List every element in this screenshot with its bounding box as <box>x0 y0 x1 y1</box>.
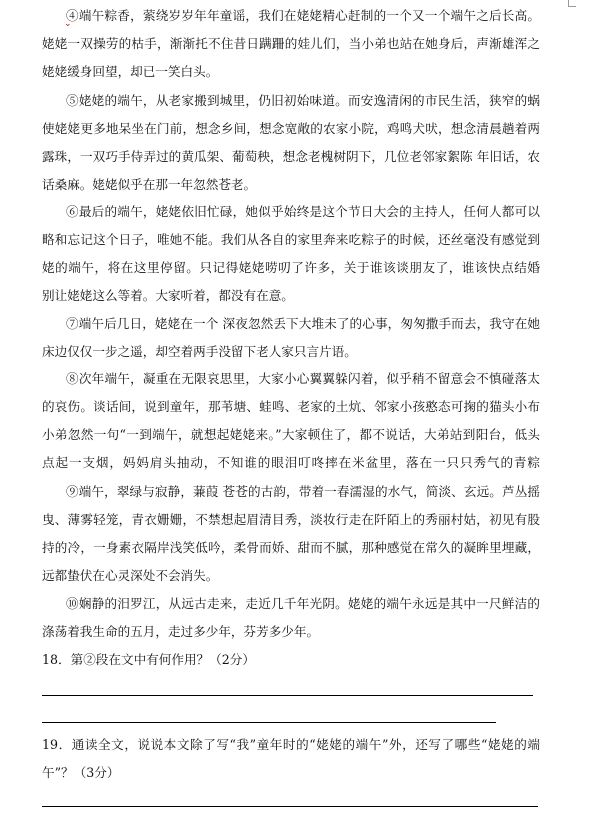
question-18: 18．第②段在文中有何作用？（2分） <box>42 652 255 667</box>
paragraph-6-line: 别让姥姥这么等着。大家听着，都没有在意。 <box>42 288 294 303</box>
paragraph-4-line: 姥姥缓身回望，却已一笑白头。 <box>42 64 219 79</box>
paragraph-8-line: 点起一支烟，妈妈肩头抽动，不知谁的眼泪叮咚摔在米盆里，落在一只只秀气的青粽 <box>42 455 540 470</box>
question-19: 19．通读全文，说说本文除了写“我”童年时的“姥姥的端午”外，还写了哪些“姥姥的端 <box>42 737 540 752</box>
answer-line[interactable] <box>42 722 496 723</box>
paragraph-5-line: 话桑麻。姥姥似乎在那一年忽然苍老。 <box>42 177 257 192</box>
paragraph-4-line: 姥姥一双操劳的枯手，渐渐托不住昔日蹒跚的娃儿们，当小弟也站在她身后，声渐雄浑之 <box>42 36 540 51</box>
paragraph-9-line: 远都蛰伏在心灵深处不会消失。 <box>42 568 219 583</box>
paragraph-6-line: ⑥最后的端午，姥姥依旧忙碌，她似乎始终是这个节日大会的主持人，任何人都可以 <box>66 204 540 219</box>
crop-mark <box>568 6 576 7</box>
paragraph-5-line: ⑤姥姥的端午，从老家搬到城里，仍旧初始味道。而安逸清闲的市民生活，狭窄的蜗 <box>66 93 540 108</box>
paragraph-9-line: 持的冷，一身素衣隔岸浅笑低吟，柔骨而娇、甜而不腻，那种感觉在常久的凝眸里埋藏， <box>42 540 540 555</box>
paragraph-8-line: 小弟忽然一句“一到端午，就想起姥姥来。”大家顿住了，都不说话，大弟站到阳台，低头 <box>42 427 540 442</box>
paragraph-10-line: ⑩娴静的汨罗江，从远古走来，走近几千年光阴。姥姥的端午永远是其中一尺鲜洁的 <box>66 596 540 611</box>
paragraph-9-line: 曳、薄雾轻笼，青衣姗姗，不禁想起眉清目秀，淡妆行走在阡陌上的秀丽村姑，初见有股 <box>42 512 540 527</box>
paragraph-8-line: ⑧次年端午，凝重在无限哀思里，大家小心翼翼躲闪着，似乎稍不留意会不慎碰落太 <box>66 371 540 386</box>
paragraph-6-line: 姥的端午，将在这里停留。只记得姥姥唠叨了许多，关于谁该谈朋友了，谁该快点结婚 <box>42 260 540 275</box>
paragraph-6-line: 略和忘记这个日子，唯她不能。我们从各自的家里奔来吃粽子的时候，还丝毫没有感觉到 <box>42 232 540 247</box>
answer-line[interactable] <box>42 806 538 807</box>
paragraph-9-line: ⑨端午，翠绿与寂静，蒹葭 苍苍的古韵，带着一春濡湿的水气，简淡、玄远。芦丛摇 <box>66 484 540 499</box>
spellcheck-mark: ⌄ <box>64 19 72 29</box>
paragraph-8-line: 的哀伤。谈话间，说到童年，那苇塘、蛙鸣、老家的土炕、邻家小孩憨态可掬的猫头小布 <box>42 399 540 414</box>
question-19: 午”？（3分） <box>42 765 120 780</box>
paragraph-4-line: ④端午粽香，萦绕岁岁年年童谣，我们在姥姥精心赶制的一个又一个端午之后长高。 <box>66 8 540 23</box>
paragraph-7-line: ⑦端午后几日，姥姥在一个 深夜忽然丢下大堆未了的心事，匆匆撒手而去，我守在她 <box>66 316 540 331</box>
paragraph-5-line: 露珠，一双巧手侍弄过的黄瓜架、葡萄秧，想念老槐树阴下，几位老邻家絮陈 年旧话，农 <box>42 149 540 164</box>
paragraph-7-line: 床边仅仅一步之遥，却空着两手没留下老人家只言片语。 <box>42 344 357 359</box>
paragraph-10-line: 涤荡着我生命的五月，走过多少年，芬芳多少年。 <box>42 624 320 639</box>
paragraph-5-line: 使姥姥更多地呆坐在门前，想念乡间，想念宽敞的农家小院，鸡鸣犬吠，想念清晨趟着两 <box>42 121 540 136</box>
answer-line[interactable] <box>42 695 533 696</box>
